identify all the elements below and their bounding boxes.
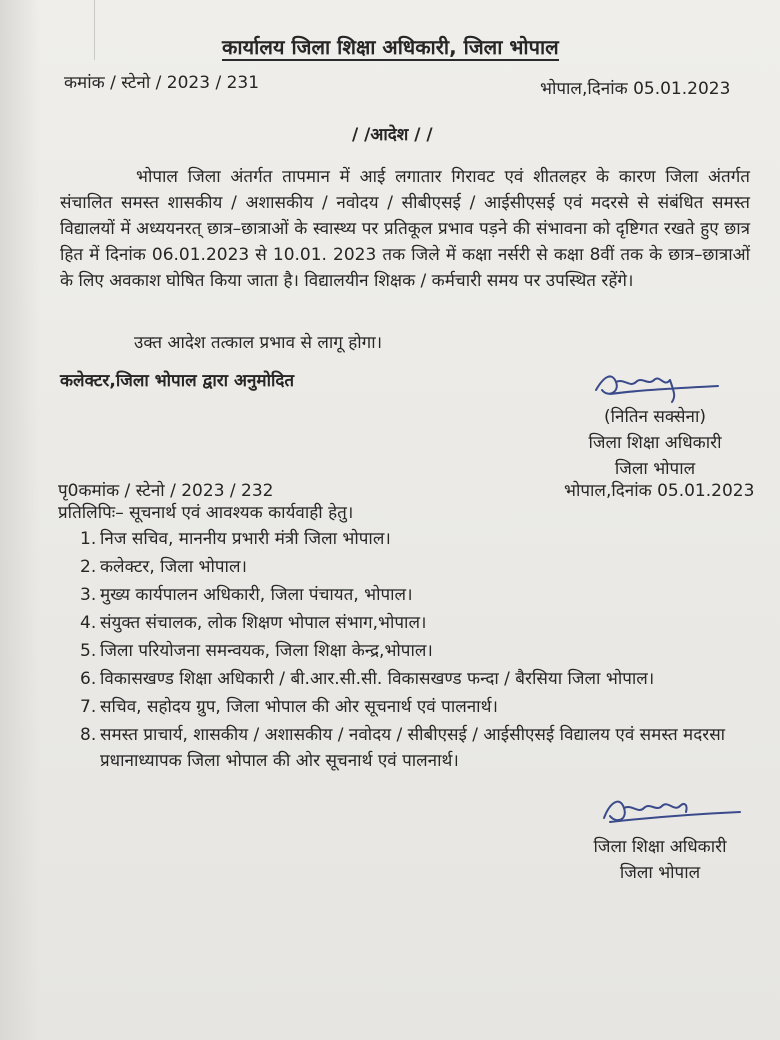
page-shadow [0, 0, 40, 1040]
item-number: 8. [80, 725, 97, 745]
signatory-name: (नितिन सक्सेना) [603, 407, 707, 427]
signatory-block-2 [570, 834, 750, 886]
list-item [80, 610, 770, 636]
item-text: जिला परियोजना समन्वयक, जिला शिक्षा केन्द्र,भोपाल। [100, 641, 433, 661]
order-effective-line: उक्त आदेश तत्काल प्रभाव से लागू होगा। [134, 333, 383, 353]
reference-number: कमांक / स्टेनो / 2023 / 231 [64, 73, 260, 93]
item-text: कलेक्टर, जिला भोपाल। [100, 557, 247, 577]
order-heading: / /आदेश / / [352, 125, 433, 145]
distribution-list [80, 526, 770, 776]
office-title: कार्यालय जिला शिक्षा अधिकारी, जिला भोपाल [222, 35, 559, 59]
list-item [80, 582, 770, 608]
signature-1 [590, 368, 730, 408]
copy-date: भोपाल,दिनांक 05.01.2023 [564, 481, 755, 501]
item-text: समस्त प्राचार्य, शासकीय / अशासकीय / नवोदय / सीबीएसई / आईसीएसई विद्यालय एवं समस्त मदरसा प्रधानाध्यापक जिला भोपाल की ओर सूचनार्थ एवं पालनार्थ। [100, 725, 726, 771]
item-text: संयुक्त संचालक, लोक शिक्षण भोपाल संभाग,भोपाल। [100, 613, 427, 633]
item-number: 3. [80, 585, 97, 605]
item-number: 6. [80, 669, 97, 689]
item-number: 1. [80, 529, 97, 549]
copy-intro: प्रतिलिपिः– सूचनार्थ एवं आवश्यक कार्यवाही हेतु। [58, 503, 354, 523]
item-text: विकासखण्ड शिक्षा अधिकारी / बी.आर.सी.सी. विकासखण्ड फन्दा / बैरसिया जिला भोपाल। [100, 669, 655, 689]
signatory-block [560, 404, 750, 482]
signatory-office: जिला भोपाल [614, 459, 696, 479]
order-date: भोपाल,दिनांक 05.01.2023 [540, 79, 731, 99]
approval-note: कलेक्टर,जिला भोपाल द्वारा अनुमोदित [60, 371, 295, 391]
list-item [80, 694, 770, 720]
item-text: निज सचिव, माननीय प्रभारी मंत्री जिला भोपाल। [100, 529, 391, 549]
list-item [80, 554, 770, 580]
item-number: 5. [80, 641, 97, 661]
item-text: सचिव, सहोदय ग्रुप, जिला भोपाल की ओर सूचनार्थ एवं पालनार्थ। [100, 697, 498, 717]
list-item [80, 638, 770, 664]
item-number: 2. [80, 557, 97, 577]
order-body: भोपाल जिला अंतर्गत तापमान में आई लगातार गिरावट एवं शीतलहर के कारण जिला अंतर्गत संचालित समस्त शासकीय / अशासकीय / नवोदय / सीबीएसई / आईसीएसई एवं मदरसे से संबंधित समस्त विद्यालयों में अध्ययनरत् छात्र–छात्राओं के स्वास्थ्य पर प्रतिकूल प्रभाव पड़ने की संभावना को दृष्टिगत रखते हुए छात्र हित में दिनांक 06.01.2023 से 10.01. 2023 तक जिले में कक्षा नर्सरी से कक्षा 8वीं तक के छात्र–छात्राओं के लिए अवकाश घोषित किया जाता है। विद्यालयीन शिक्षक / कर्मचारी समय पर उपस्थित रहेंगे। [60, 167, 750, 291]
list-item [80, 666, 770, 692]
signatory-designation: जिला शिक्षा अधिकारी [588, 433, 722, 453]
signatory2-office: जिला भोपाल [619, 863, 701, 883]
list-item [80, 722, 770, 774]
list-item [80, 526, 770, 552]
item-number: 7. [80, 697, 97, 717]
item-text: मुख्य कार्यपालन अधिकारी, जिला पंचायत, भोपाल। [100, 585, 413, 605]
copy-reference-number: पृ0कमांक / स्टेनो / 2023 / 232 [58, 481, 274, 501]
signatory2-designation: जिला शिक्षा अधिकारी [593, 837, 727, 857]
page-crease [94, 0, 95, 60]
item-number: 4. [80, 613, 97, 633]
signature-2 [596, 792, 746, 832]
